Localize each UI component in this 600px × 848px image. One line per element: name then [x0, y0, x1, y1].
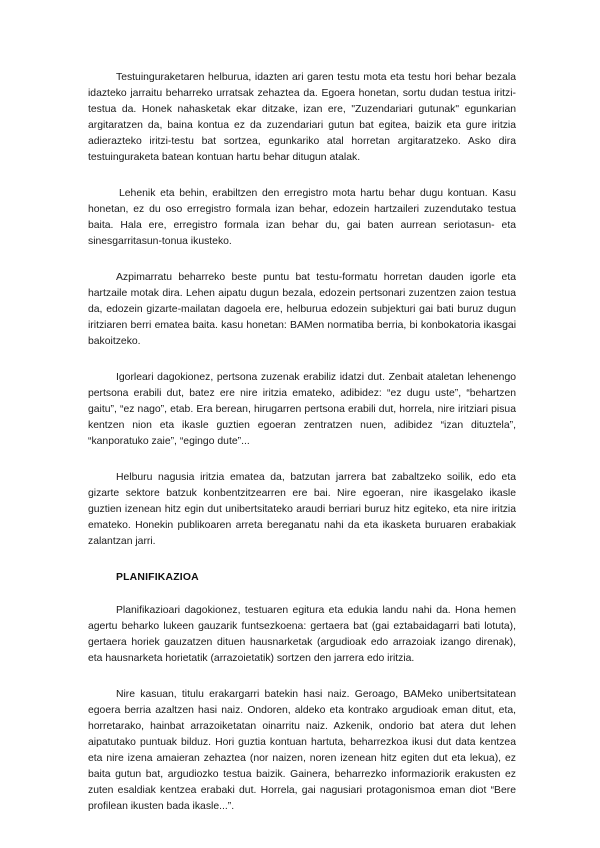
paragraph-planning-structure: Planifikazioari dagokionez, testuaren egitura eta edukia landu nahi da. Hona hemen agertu beharko lukeen gauzarik funtsezkoena: gertaera bat (gai eztabaidagarri bati lotuta), gertaera horiek gauzatzen dituen hausnarketak (argudioak edo arrazoiak izango direnak), eta hausnarketa horietatik (arrazoietatik) sortzen den jarrera edo iritzia.	[88, 605, 516, 664]
document-page	[88, 70, 516, 835]
paragraph-register: Lehenik eta behin, erabiltzen den erregistro mota hartu behar dugu kontuan. Kasu honetan, ez du oso erregistro formala izan behar, edozein hartzaileri zuzendutako testua baita. Hala ere, erregistro formala izan behar du, gai baten aurrean seriotasun- eta sinesgarritasun-tonua ikusteko.	[88, 188, 516, 247]
paragraph-sender-receiver: Azpimarratu beharreko beste puntu bat testu-formatu horretan dauden igorle eta hartzaile motak dira. Lehen aipatu dugun bezala, edozein pertsonari zuzentzen zaion testua da, edozein gizarte-mailatan dagoela ere, helburua edozein subjekturi gai bati buruz dugun iritziaren berri ematea baita. kasu honetan: BAMen normatiba berria, bi konbokatoria ikasgai bakoitzeko.	[88, 272, 516, 347]
paragraph-main-goal: Helburu nagusia iritzia ematea da, batzutan jarrera bat zabaltzeko soilik, edo eta gizarte sektore batzuk konbentzitzearren ere bai. Nire egoeran, nire ikasgelako ikasle guztien izenean hitz egin dut unibertsitateko araudi berriari buruz hitz egiteko, eta nire iritzia emateko. Honekin publikoaren arreta bereganatu nahi da eta ikasketa buruaren erabakiak zalantzan jarri.	[88, 472, 516, 547]
section-heading-planning: PLANIFIKAZIOA	[116, 572, 199, 583]
paragraph-grammatical-person: Igorleari dagokionez, pertsona zuzenak erabiliz idatzi dut. Zenbait ataletan lehenengo pertsona erabili dut, batez ere nire iritzia emateko, adibidez: “ez dugu uste”, “behartzen gaitu”, “ez nago”, etab. Era berean, hirugarren pertsona erabili dut, horrela, nire iritziari pisua kentzen nion eta ikasle guztien egoeran zentratzen nuen, adibidez “izan dituztela”, “kanporatuko zaie”, “egingo dute”...	[88, 372, 516, 447]
paragraph-context-purpose: Testuinguraketaren helburua, idazten ari garen testu mota eta testu hori behar bezala idazteko jarraitu beharreko urratsak zehaztea da. Egoera honetan, sortu dudan testua iritzi-testua da. Honek nahasketak ekar ditzake, izan ere, "Zuzendariari gutunak" egunkarian argitaratzen da, baina kontua ez da zuzendariari gutun bat egitea, baizik eta gure iritzia adierazteko iritzi-testu bat sortzea, egunkariko atal horretan argitaratzeko. Asko dira testuinguraketa batean kontuan hartu behar ditugun atalak.	[88, 72, 516, 163]
paragraph-planning-own-case: Nire kasuan, titulu erakargarri batekin hasi naiz. Geroago, BAMeko unibertsitatean egoera berria azaltzen hasi naiz. Ondoren, aldeko eta kontrako argudioak eman ditut, eta, horretarako, hainbat arrazoiketatan oinarritu naiz. Azkenik, ondorio bat atera dut lehen aipatutako puntuak bilduz. Hori guztia kontuan hartuta, beharrezkoa ikusi dut data kentzea eta nire izena amaieran zehaztea (nor naizen, noren izenean hitz egiten dut eta lekua), ez baita gutun bat, argudiozko testua baizik. Gainera, beharrezko informaziorik erakusten ez zuten esaldiak kentzea erabaki dut. Horrela, gai nagusiari protagonismoa eman diot “Bere profilean ikusten bada ikasle...”.	[88, 689, 516, 812]
